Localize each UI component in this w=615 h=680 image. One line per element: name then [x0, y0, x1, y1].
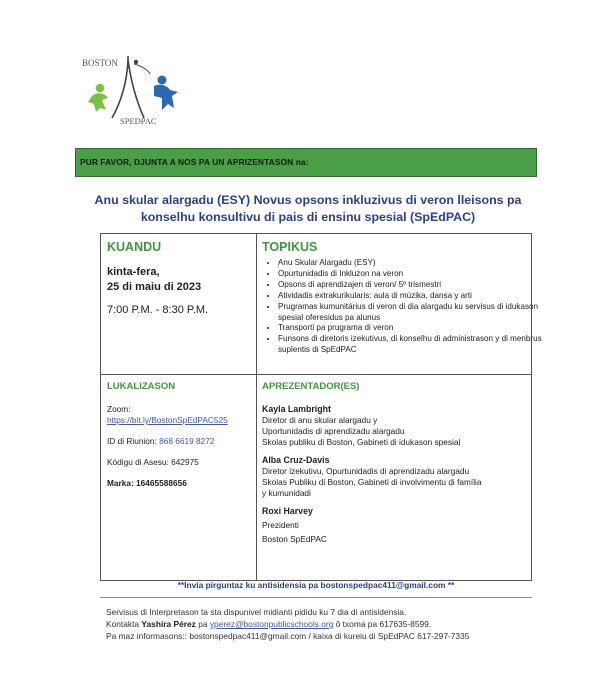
- topic-item: • Prugramas kumunitárius di veron di dia alargadu ku servisus di idukason spesial oferesidus pa alunus: [278, 302, 543, 324]
- presenter-role: Uportunidadis di aprendizadu alargadu: [262, 426, 405, 436]
- event-title-line2: konselhu konsultivu di pais di ensinu spesial (SpEdPAC): [140, 210, 476, 224]
- column-divider: [256, 234, 257, 580]
- event-weekday: kinta-fera,: [107, 266, 160, 278]
- presenters-list: [262, 404, 527, 545]
- contact-line: [106, 618, 526, 630]
- presenter-role: Diretor di anu skular alargadu y: [262, 415, 378, 425]
- meeting-id-value: 868 6619 8272: [159, 436, 215, 446]
- footer-contact: [106, 606, 526, 642]
- contact-prefix: Kontakta: [106, 619, 142, 629]
- presenter-role: Skolas Publiku di Boston, Gabineti di involvimentu di família: [262, 477, 482, 487]
- presenter-name: Kayla Lambright: [262, 404, 331, 414]
- kuandu-heading: KUANDU: [107, 240, 162, 254]
- contact-mid: pa: [195, 619, 210, 629]
- location-details: [107, 404, 252, 489]
- presenter-role: Diretor izekutivu, Opurtunidadis di aprendizadu alargadu: [262, 466, 470, 476]
- topics-list: [262, 258, 543, 356]
- logo-wordmark-bottom: SPEDPAC: [120, 116, 157, 126]
- topic-item: • Opurtunidadis di Inkluzon na veron: [278, 269, 543, 280]
- contact-name: Yashira Pérez: [141, 619, 196, 629]
- lukalizason-heading: LUKALIZASON: [107, 381, 176, 392]
- contact-suffix: ô txoma pa 617635-8599.: [333, 619, 432, 629]
- presenters-heading: APREZENTADOR(ES): [262, 381, 360, 392]
- meeting-id-label: ID di Riunion:: [107, 436, 157, 446]
- presenter-name: Roxi Harvey: [262, 506, 313, 516]
- presenter-role: Boston SpEdPAC: [262, 534, 327, 544]
- footer-separator: [100, 597, 532, 598]
- topic-item: • Atividadis extrakurikularis: aula di múzika, dansa y arti: [278, 291, 543, 302]
- invitation-banner: [75, 148, 537, 177]
- topic-item: • Anu Skular Alargadu (ESY): [278, 258, 543, 269]
- spedpac-logo: [78, 52, 198, 126]
- event-day-date: [107, 265, 201, 295]
- row-divider: [101, 374, 531, 375]
- presenter-name: Alba Cruz-Davis: [262, 455, 330, 465]
- contact-email-link[interactable]: yperez@bostonpublicschools.org: [209, 619, 334, 629]
- zoom-label: Zoom:: [107, 404, 131, 414]
- questions-note: **Invia pirguntaz ku antisidensia pa bostonspedpac411@gmail.com **: [177, 580, 455, 590]
- passcode: Kódigu di Asesu: 642975: [107, 457, 199, 467]
- event-details-table: [100, 233, 542, 581]
- zoom-link[interactable]: https://bit.ly/BostonSpEdPAC525: [107, 415, 228, 425]
- presenter-role: Skolas publiku di Boston, Gabineti di idukason spesial: [262, 437, 461, 447]
- topikus-heading: TOPIKUS: [262, 240, 318, 254]
- logo-wordmark-top: BOSTON: [82, 58, 118, 68]
- event-time: 7:00 P.M. - 8:30 P.M.: [107, 304, 209, 316]
- topic-item: • Transporti pa prugrama di veron: [278, 323, 543, 334]
- meeting-id-row: [107, 436, 252, 447]
- event-title-line1: Anu skular alargadu (ESY) Novus opsons inkluzivus di veron lleisons pa: [94, 193, 522, 207]
- more-info: Pa maz informasons:: bostonspedpac411@gmail.com / kaixa di kureiu di SpEdPAC 617-297-7335: [106, 631, 470, 641]
- event-title: [88, 192, 528, 226]
- interpretation-note: Servisus di Interpretason ta sta dispunivel midianti pididu ku 7 dia di antisidensia.: [106, 607, 407, 617]
- dial-in-number: Marka: 16465588656: [107, 478, 187, 488]
- banner-text: PUR FAVOR, DJUNTA A NOS PA UN APRIZENTASON na:: [80, 157, 309, 167]
- spedpac-logo-graphic: [78, 52, 198, 126]
- topic-item: • Opsons di aprendizajen di veron/ 5º trismestri: [278, 280, 543, 291]
- presenter-role: y kumunidadi: [262, 488, 311, 498]
- event-date: 25 di maiu di 2023: [107, 281, 202, 293]
- topic-item: • Funsons di diretoris izekutivus, di konselhu di administrason y di menbrus suplentis di SpEdPAC: [278, 334, 543, 356]
- presenter-role: Prezidenti: [262, 520, 299, 530]
